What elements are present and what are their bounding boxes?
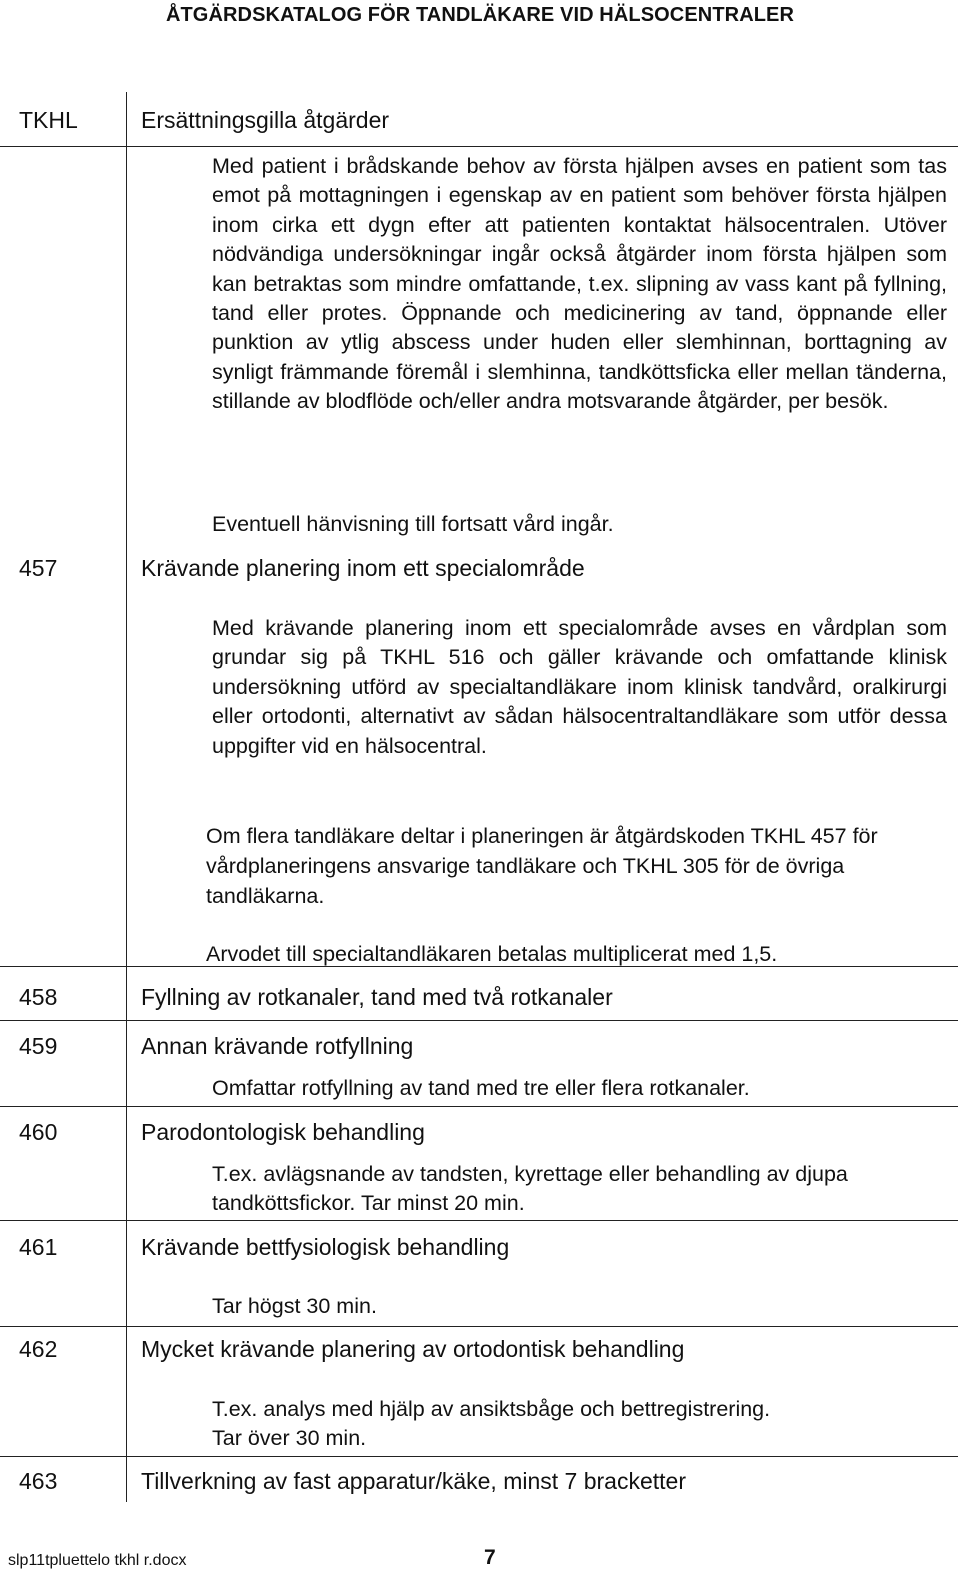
table-row-name: Mycket krävande planering av ortodontisk behandling xyxy=(141,1336,685,1362)
table-row-name: Annan krävande rotfyllning xyxy=(141,1033,414,1059)
table-row-name: Fyllning av rotkanaler, tand med två rotkanaler xyxy=(141,984,613,1010)
table-row-code: 463 xyxy=(19,1468,58,1494)
row-divider xyxy=(0,1326,958,1327)
footer-filename: slp11tpluettelo tkhl r.docx xyxy=(8,1552,187,1569)
table-row-code: 457 xyxy=(19,555,58,581)
table-row-description: Om flera tandläkare deltar i planeringen är åtgärdskoden TKHL 457 för vårdplaneringens ansvarige tandläkare och TKHL 305 för de övriga tandläkarna. xyxy=(206,824,878,908)
intro-note: Eventuell hänvisning till fortsatt vård ingår. xyxy=(212,512,614,536)
row-divider xyxy=(0,146,958,147)
table-row-code: 461 xyxy=(19,1234,58,1260)
row-divider xyxy=(0,1456,958,1457)
row-divider xyxy=(0,1020,958,1021)
table-row-code: 462 xyxy=(19,1336,58,1362)
column-header-name: Ersättningsgilla åtgärder xyxy=(141,107,390,133)
table-row-description: T.ex. analys med hjälp av ansiktsbåge och bettregistrering. xyxy=(212,1397,771,1421)
row-divider xyxy=(0,1106,958,1107)
table-row-name: Parodontologisk behandling xyxy=(141,1119,425,1145)
column-divider xyxy=(126,92,127,1502)
table-row-code: 458 xyxy=(19,984,58,1010)
intro-paragraph: Med patient i brådskande behov av första hjälpen avses en patient som tas emot på mottagningen i egenskap av en patient som behöver första hjälpen inom cirka ett dygn efter att patienten kontaktat hälsocentralen. Utöver nödvändiga undersökningar ingår också åtgärder inom första hjälpen som kan betraktas som mindre omfattande, t.ex. slipning av vass kant på fyllning, tand eller protes. Öppnande och medicinering av tand, öppnande eller punktion av ytlig abscess under huden eller slemhinnan, borttagning av synligt främmande föremål i slemhinna, tandköttsficka eller mellan tänderna, stillande av blodflöde och/eller andra motsvarande åtgärder, per besök. xyxy=(212,154,947,414)
table-row-code: 460 xyxy=(19,1119,58,1145)
table-row-code: 459 xyxy=(19,1033,58,1059)
table-row-description: T.ex. avlägsnande av tandsten, kyrettage eller behandling av djupa tandköttsfickor. Tar minst 20 min. xyxy=(212,1162,848,1216)
page-number: 7 xyxy=(484,1546,496,1569)
page-title: ÅTGÄRDSKATALOG FÖR TANDLÄKARE VID HÄLSOCENTRALER xyxy=(165,4,795,26)
table-row-description: Med krävande planering inom ett specialområde avses en vårdplan som grundar sig på TKHL 516 och gäller krävande och omfattande klinisk undersökning utförd av specialtandläkare inom klinisk tandvård, oralkirurgi eller ortodonti, alternativt av sådan hälsocentraltandläkare som utför dessa uppgifter vid en hälsocentral. xyxy=(212,616,947,758)
table-row-description: Arvodet till specialtandläkaren betalas multiplicerat med 1,5. xyxy=(206,942,778,966)
table-row-name: Krävande bettfysiologisk behandling xyxy=(141,1234,510,1260)
column-header-code: TKHL xyxy=(19,107,78,133)
table-row-description: Omfattar rotfyllning av tand med tre eller flera rotkanaler. xyxy=(212,1076,750,1100)
table-row-name: Krävande planering inom ett specialområde xyxy=(141,555,585,581)
table-row-description: Tar över 30 min. xyxy=(212,1426,367,1450)
row-divider xyxy=(0,1220,958,1221)
table-row-name: Tillverkning av fast apparatur/käke, minst 7 bracketter xyxy=(141,1468,686,1494)
table-row-description: Tar högst 30 min. xyxy=(212,1294,377,1318)
